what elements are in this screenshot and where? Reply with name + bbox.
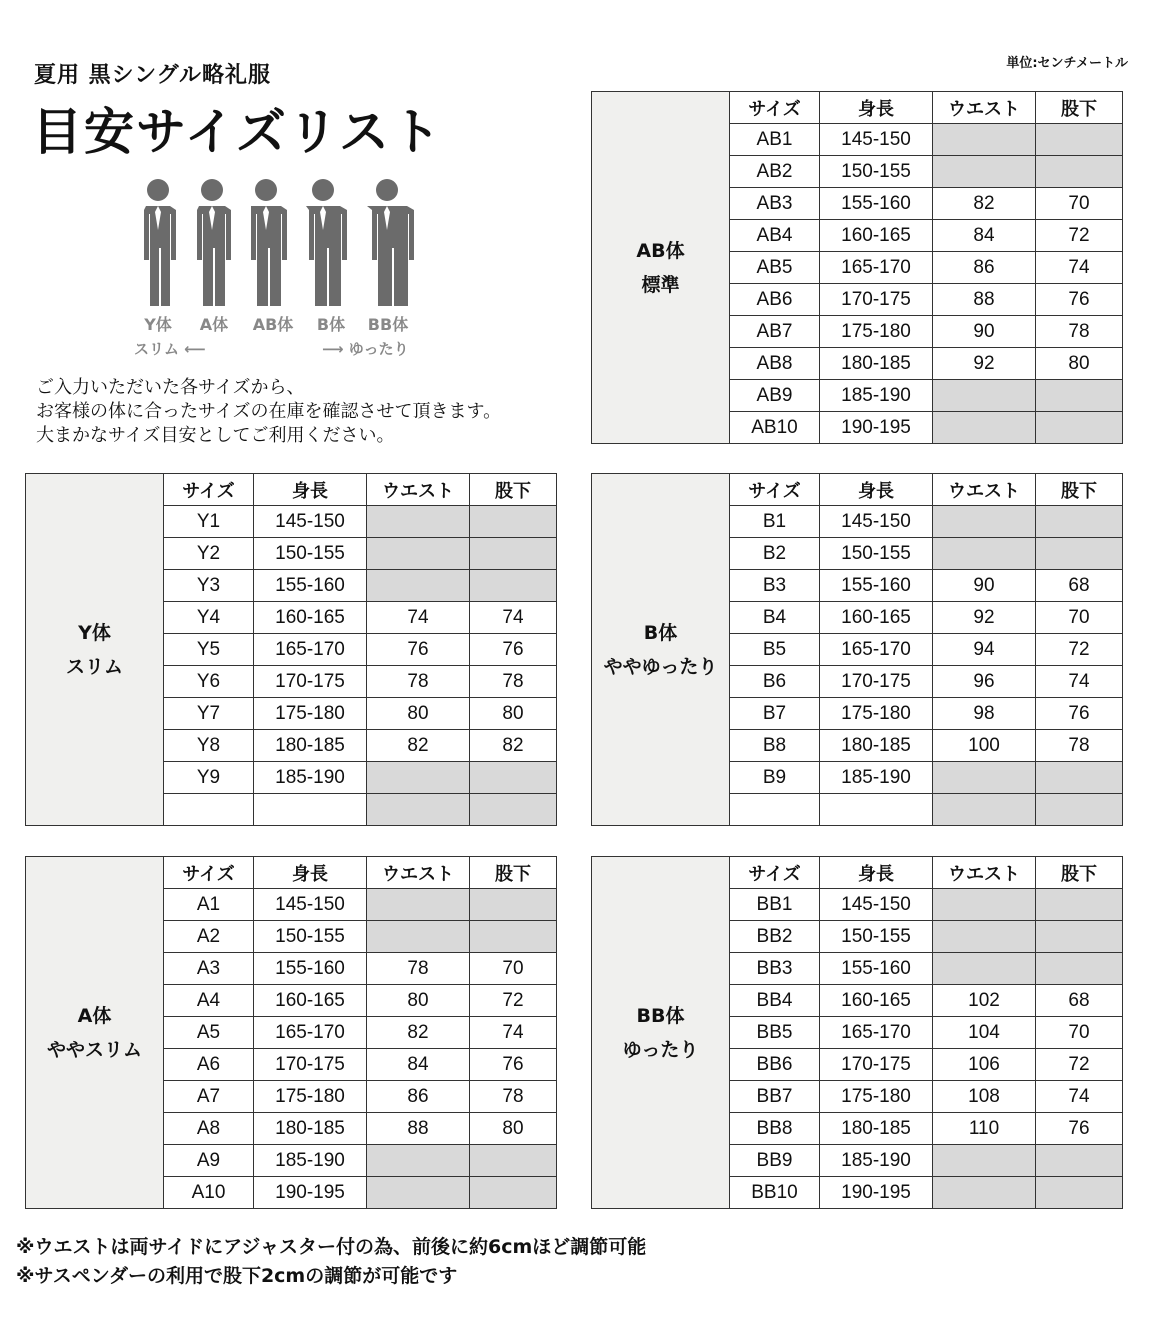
table-cell: 185-190 <box>820 1145 933 1177</box>
group-type-name: Y体 <box>78 621 111 644</box>
table-cell: 80 <box>1036 348 1123 380</box>
table-cell: BB8 <box>730 1113 820 1145</box>
table-cell: B3 <box>730 570 820 602</box>
page-title: 目安サイズリスト <box>32 103 443 161</box>
table-cell: AB5 <box>730 252 820 284</box>
size-table-bb <box>591 856 1123 1209</box>
body-type-label: AB体 <box>252 315 294 334</box>
table-cell: B5 <box>730 634 820 666</box>
table-cell: 160-165 <box>254 602 367 634</box>
column-header: 身長 <box>820 92 933 124</box>
table-cell: 76 <box>367 634 470 666</box>
table-cell: BB5 <box>730 1017 820 1049</box>
table-cell: BB9 <box>730 1145 820 1177</box>
table-cell: 88 <box>367 1113 470 1145</box>
footnote-inseam: ※サスペンダーの利用で股下2cmの調節が可能です <box>16 1265 458 1287</box>
table-cell: AB8 <box>730 348 820 380</box>
table-cell <box>1036 506 1123 538</box>
table-cell: 170-175 <box>820 666 933 698</box>
table-cell <box>730 794 820 826</box>
table-cell: 165-170 <box>254 634 367 666</box>
column-header: 股下 <box>470 474 557 506</box>
column-header: サイズ <box>164 857 254 889</box>
table-cell: 170-175 <box>820 1049 933 1081</box>
table-cell <box>164 794 254 826</box>
table-cell <box>367 538 470 570</box>
table-cell: 155-160 <box>820 188 933 220</box>
table-cell: 170-175 <box>254 666 367 698</box>
table-cell: A8 <box>164 1113 254 1145</box>
table-cell: 175-180 <box>820 1081 933 1113</box>
table-cell: 150-155 <box>820 156 933 188</box>
table-cell: AB9 <box>730 380 820 412</box>
table-cell <box>933 412 1036 444</box>
column-header: 股下 <box>1036 857 1123 889</box>
table-cell: 80 <box>470 698 557 730</box>
table-cell <box>367 794 470 826</box>
table-cell <box>367 921 470 953</box>
table-cell: A10 <box>164 1177 254 1209</box>
group-type-name: AB体 <box>636 239 685 262</box>
table-cell <box>367 1145 470 1177</box>
table-cell: BB2 <box>730 921 820 953</box>
scale-slim-label: スリム ⟵ <box>134 340 206 358</box>
table-cell: 180-185 <box>254 730 367 762</box>
bb-body-figure-icon <box>358 178 416 308</box>
table-cell: 80 <box>470 1113 557 1145</box>
table-cell <box>470 538 557 570</box>
a-body-figure-icon <box>189 178 235 308</box>
table-cell: 82 <box>367 1017 470 1049</box>
table-cell: 102 <box>933 985 1036 1017</box>
table-cell: 74 <box>1036 252 1123 284</box>
table-cell: 92 <box>933 348 1036 380</box>
table-cell: 74 <box>470 1017 557 1049</box>
table-cell <box>1036 794 1123 826</box>
table-cell: B6 <box>730 666 820 698</box>
table-cell: 70 <box>1036 188 1123 220</box>
table-cell <box>933 506 1036 538</box>
body-type-label: BB体 <box>367 315 409 334</box>
table-cell: 175-180 <box>820 316 933 348</box>
table-cell: 110 <box>933 1113 1036 1145</box>
table-cell <box>1036 1145 1123 1177</box>
column-header: 身長 <box>254 857 367 889</box>
table-cell <box>933 1177 1036 1209</box>
ab-body-figure-icon <box>242 178 290 308</box>
table-cell <box>1036 921 1123 953</box>
column-header: 身長 <box>820 857 933 889</box>
table-cell <box>933 921 1036 953</box>
column-header: ウエスト <box>367 474 470 506</box>
size-table-ab <box>591 91 1123 444</box>
intro-text <box>36 376 501 448</box>
table-cell <box>470 1177 557 1209</box>
table-cell <box>470 889 557 921</box>
table-cell <box>933 1145 1036 1177</box>
table-cell: 82 <box>470 730 557 762</box>
table-cell: 90 <box>933 316 1036 348</box>
table-cell: A3 <box>164 953 254 985</box>
table-cell: 96 <box>933 666 1036 698</box>
table-header-row <box>26 857 557 889</box>
table-cell: 150-155 <box>820 538 933 570</box>
table-cell: 68 <box>1036 985 1123 1017</box>
table-cell: 78 <box>367 953 470 985</box>
table-cell: Y3 <box>164 570 254 602</box>
table-cell: AB10 <box>730 412 820 444</box>
table-cell: Y4 <box>164 602 254 634</box>
table-cell: 76 <box>470 1049 557 1081</box>
column-header: 股下 <box>1036 92 1123 124</box>
table-header-row <box>592 92 1123 124</box>
group-type-desc: ややゆったり <box>603 655 718 678</box>
table-cell <box>933 794 1036 826</box>
column-header: サイズ <box>730 92 820 124</box>
table-cell <box>933 380 1036 412</box>
table-cell: 165-170 <box>820 1017 933 1049</box>
table-cell: 155-160 <box>820 570 933 602</box>
body-type-label: A体 <box>199 315 229 334</box>
table-cell <box>367 889 470 921</box>
body-type-group-label <box>592 92 730 444</box>
intro-line: お客様の体に合ったサイズの在庫を確認させて頂きます。 <box>36 401 502 422</box>
table-cell: 150-155 <box>254 538 367 570</box>
table-cell: 165-170 <box>254 1017 367 1049</box>
table-cell: AB2 <box>730 156 820 188</box>
scale-loose-label: ⟶ ゆったり <box>322 340 409 358</box>
table-cell <box>470 1145 557 1177</box>
group-type-desc: 標準 <box>641 273 680 296</box>
table-cell: 76 <box>470 634 557 666</box>
group-type-desc: スリム <box>65 655 123 678</box>
table-cell: 70 <box>1036 602 1123 634</box>
table-cell: 68 <box>1036 570 1123 602</box>
table-cell: 180-185 <box>820 348 933 380</box>
table-cell <box>933 953 1036 985</box>
table-cell: 185-190 <box>820 762 933 794</box>
table-cell: 190-195 <box>254 1177 367 1209</box>
table-cell <box>470 794 557 826</box>
table-cell: 78 <box>1036 730 1123 762</box>
table-cell: 175-180 <box>820 698 933 730</box>
table-cell: 160-165 <box>820 220 933 252</box>
table-cell: BB4 <box>730 985 820 1017</box>
table-cell: 74 <box>367 602 470 634</box>
b-body-figure-icon <box>297 178 349 308</box>
table-header-row <box>592 474 1123 506</box>
body-type-label: B体 <box>316 315 346 334</box>
table-cell: 175-180 <box>254 698 367 730</box>
table-cell: 92 <box>933 602 1036 634</box>
table-cell: Y9 <box>164 762 254 794</box>
table-cell: B8 <box>730 730 820 762</box>
table-cell <box>1036 412 1123 444</box>
table-cell: 80 <box>367 698 470 730</box>
body-type-group-label <box>592 474 730 826</box>
table-cell: AB4 <box>730 220 820 252</box>
table-cell: 145-150 <box>820 124 933 156</box>
table-cell: 165-170 <box>820 634 933 666</box>
column-header: ウエスト <box>933 474 1036 506</box>
table-cell: 78 <box>1036 316 1123 348</box>
table-cell: A7 <box>164 1081 254 1113</box>
table-cell: B4 <box>730 602 820 634</box>
group-type-name: A体 <box>77 1004 112 1027</box>
table-cell: 150-155 <box>820 921 933 953</box>
column-header: 身長 <box>254 474 367 506</box>
table-cell: BB6 <box>730 1049 820 1081</box>
body-type-label: Y体 <box>144 315 172 334</box>
table-cell: B9 <box>730 762 820 794</box>
table-cell: Y6 <box>164 666 254 698</box>
table-cell: A6 <box>164 1049 254 1081</box>
table-cell: 72 <box>1036 634 1123 666</box>
table-cell <box>1036 889 1123 921</box>
table-cell: 155-160 <box>254 953 367 985</box>
table-cell: 106 <box>933 1049 1036 1081</box>
body-type-figures <box>132 178 422 358</box>
table-cell: B1 <box>730 506 820 538</box>
table-cell: 170-175 <box>820 284 933 316</box>
table-header-row <box>26 474 557 506</box>
table-cell: BB10 <box>730 1177 820 1209</box>
table-cell: 145-150 <box>254 506 367 538</box>
table-cell: A4 <box>164 985 254 1017</box>
table-cell: 155-160 <box>254 570 367 602</box>
table-cell: 165-170 <box>820 252 933 284</box>
body-type-group-label <box>26 474 164 826</box>
table-cell: 190-195 <box>820 412 933 444</box>
table-cell <box>1036 156 1123 188</box>
table-cell <box>1036 380 1123 412</box>
body-type-group-label <box>592 857 730 1209</box>
table-header-row <box>592 857 1123 889</box>
table-cell: 155-160 <box>820 953 933 985</box>
table-cell: 100 <box>933 730 1036 762</box>
table-cell: 72 <box>470 985 557 1017</box>
table-cell: 160-165 <box>820 985 933 1017</box>
table-cell <box>367 506 470 538</box>
table-cell <box>933 124 1036 156</box>
table-cell <box>1036 124 1123 156</box>
size-table-a <box>25 856 557 1209</box>
table-cell: B2 <box>730 538 820 570</box>
table-cell: 98 <box>933 698 1036 730</box>
table-cell: 74 <box>470 602 557 634</box>
column-header: サイズ <box>730 857 820 889</box>
table-cell: 86 <box>367 1081 470 1113</box>
table-cell <box>820 794 933 826</box>
table-cell: 82 <box>367 730 470 762</box>
table-cell: AB7 <box>730 316 820 348</box>
table-cell <box>470 762 557 794</box>
table-cell <box>933 889 1036 921</box>
table-cell <box>933 762 1036 794</box>
table-cell: 70 <box>470 953 557 985</box>
table-cell: 74 <box>1036 666 1123 698</box>
intro-line: ご入力いただいた各サイズから、 <box>36 377 305 398</box>
table-cell <box>470 921 557 953</box>
group-type-name: BB体 <box>636 1004 685 1027</box>
table-cell: 175-180 <box>254 1081 367 1113</box>
table-cell: BB3 <box>730 953 820 985</box>
table-cell: 185-190 <box>820 380 933 412</box>
body-type-group-label <box>26 857 164 1209</box>
table-cell <box>1036 953 1123 985</box>
table-cell: 90 <box>933 570 1036 602</box>
table-cell: 82 <box>933 188 1036 220</box>
table-cell: Y8 <box>164 730 254 762</box>
table-cell: 170-175 <box>254 1049 367 1081</box>
table-cell <box>367 762 470 794</box>
table-cell: A2 <box>164 921 254 953</box>
table-cell <box>1036 1177 1123 1209</box>
column-header: ウエスト <box>367 857 470 889</box>
table-cell <box>470 570 557 602</box>
table-cell <box>254 794 367 826</box>
column-header: 股下 <box>470 857 557 889</box>
table-cell: 185-190 <box>254 762 367 794</box>
table-cell <box>470 506 557 538</box>
group-type-desc: ゆったり <box>622 1038 699 1061</box>
table-cell: BB1 <box>730 889 820 921</box>
table-cell: A5 <box>164 1017 254 1049</box>
table-cell <box>933 538 1036 570</box>
group-type-name: B体 <box>643 621 678 644</box>
unit-note: 単位:センチメートル <box>1006 56 1128 71</box>
table-cell: AB1 <box>730 124 820 156</box>
table-cell: 76 <box>1036 284 1123 316</box>
table-cell: 94 <box>933 634 1036 666</box>
size-table-y <box>25 473 557 826</box>
table-cell: 145-150 <box>820 889 933 921</box>
table-cell <box>1036 538 1123 570</box>
table-cell: 74 <box>1036 1081 1123 1113</box>
table-cell: 180-185 <box>820 730 933 762</box>
table-cell: 185-190 <box>254 1145 367 1177</box>
column-header: 股下 <box>1036 474 1123 506</box>
table-cell: 88 <box>933 284 1036 316</box>
table-cell: 84 <box>933 220 1036 252</box>
table-cell <box>933 156 1036 188</box>
table-cell: AB6 <box>730 284 820 316</box>
table-cell: 145-150 <box>254 889 367 921</box>
table-cell: 76 <box>1036 1113 1123 1145</box>
table-cell: 160-165 <box>254 985 367 1017</box>
table-cell: 78 <box>470 666 557 698</box>
table-cell: 72 <box>1036 220 1123 252</box>
table-cell: 150-155 <box>254 921 367 953</box>
table-cell: 76 <box>1036 698 1123 730</box>
table-cell: Y5 <box>164 634 254 666</box>
table-cell: BB7 <box>730 1081 820 1113</box>
table-cell: 160-165 <box>820 602 933 634</box>
table-cell: 145-150 <box>820 506 933 538</box>
page-subtitle: 夏用 黒シングル略礼服 <box>34 63 272 88</box>
table-cell: 108 <box>933 1081 1036 1113</box>
table-cell: 84 <box>367 1049 470 1081</box>
column-header: サイズ <box>164 474 254 506</box>
table-cell: 72 <box>1036 1049 1123 1081</box>
y-body-figure-icon <box>136 178 180 308</box>
column-header: 身長 <box>820 474 933 506</box>
table-cell: AB3 <box>730 188 820 220</box>
table-cell: 78 <box>470 1081 557 1113</box>
footnote-waist: ※ウエストは両サイドにアジャスター付の為、前後に約6cmほど調節可能 <box>16 1236 647 1258</box>
column-header: サイズ <box>730 474 820 506</box>
table-cell: 70 <box>1036 1017 1123 1049</box>
intro-line: 大まかなサイズ目安としてご利用ください。 <box>36 425 395 446</box>
table-cell: A1 <box>164 889 254 921</box>
table-cell: Y2 <box>164 538 254 570</box>
table-cell: Y7 <box>164 698 254 730</box>
table-cell: 180-185 <box>254 1113 367 1145</box>
table-cell: Y1 <box>164 506 254 538</box>
table-cell: A9 <box>164 1145 254 1177</box>
table-cell: 104 <box>933 1017 1036 1049</box>
table-cell <box>367 1177 470 1209</box>
column-header: ウエスト <box>933 92 1036 124</box>
table-cell: 78 <box>367 666 470 698</box>
table-cell: 190-195 <box>820 1177 933 1209</box>
table-cell: B7 <box>730 698 820 730</box>
table-cell: 80 <box>367 985 470 1017</box>
size-table-b <box>591 473 1123 826</box>
column-header: ウエスト <box>933 857 1036 889</box>
table-cell <box>367 570 470 602</box>
table-cell: 86 <box>933 252 1036 284</box>
group-type-desc: ややスリム <box>46 1038 142 1061</box>
table-cell: 180-185 <box>820 1113 933 1145</box>
table-cell <box>1036 762 1123 794</box>
